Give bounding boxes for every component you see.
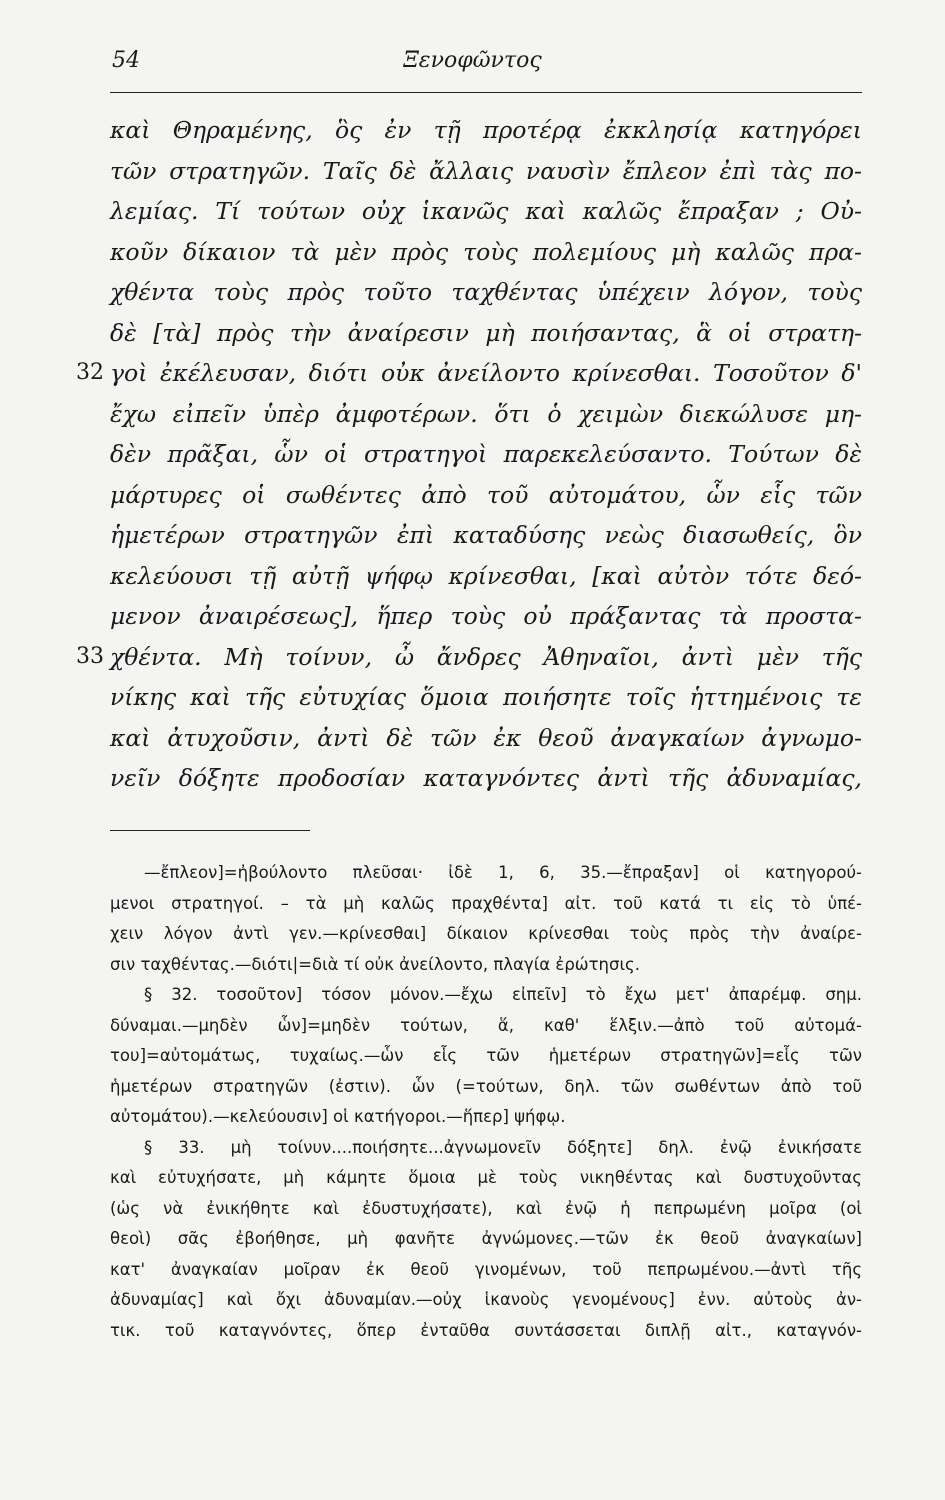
text-line (110, 758, 862, 798)
line-text: ἡμετέρων στρατηγῶν ἐπὶ καταδύσης νεὼς διασωθείς, ὃν (110, 521, 862, 549)
line-text: χθέντα. Μὴ τοίνυν, ὦ ἄνδρες Ἀθηναῖοι, ἀντὶ μὲν τῆς (110, 642, 862, 671)
footnote-line: § 33. μὴ τοίνυν....ποιήσητε...ἀγνωμονεῖν δόξητε] δηλ. ἐνῷ ἐνικήσατε (144, 1137, 862, 1157)
line-text: γοὶ ἐκέλευσαν, διότι οὐκ ἀνείλοντο κρίνεσθαι. Τοσοῦτον δ' (110, 359, 862, 387)
running-title: Ξενοφῶντος (403, 48, 542, 73)
line-text: μάρτυρες οἱ σωθέντες ἀπὸ τοῦ αὐτομάτου, ὧν εἷς τῶν (110, 480, 862, 509)
footnote-rule (110, 830, 310, 831)
footnote-line: θεοὶ) σᾶς ἐβοήθησε, μὴ φανῆτε ἀγνώμονες.—τῶν ἐκ θεοῦ ἀναγκαίων] (110, 1229, 862, 1248)
text-line (110, 515, 862, 555)
page-number: 54 (112, 48, 140, 73)
footnote-line: δύναμαι.—μηδὲν ὧν]=μηδὲν τούτων, ἅ, καθ' ἕλξιν.—ἀπὸ τοῦ αὐτομά- (110, 1015, 862, 1035)
text-line (110, 718, 862, 758)
footnote-line: χειν λόγον ἀντὶ γεν.—κρίνεσθαι] δίκαιον κρίνεσθαι τοὺς πρὸς τὴν ἀναίρε- (110, 924, 862, 943)
footnote-line: σιν ταχθέντας.—διότι|=διὰ τί οὐκ ἀνείλοντο, πλαγία ἐρώτησις. (110, 954, 640, 974)
text-line (110, 677, 862, 717)
header-rule (110, 92, 862, 93)
line-text: δὲν πρᾶξαι, ὧν οἱ στρατηγοὶ παρεκελεύσαντο. Τούτων δὲ (110, 440, 862, 468)
line-text: νίκης καὶ τῆς εὐτυχίας ὅμοια ποιήσητε τοῖς ἡττημένοις τε (110, 683, 862, 711)
line-text: τῶν στρατηγῶν. Ταῖς δὲ ἄλλαις ναυσὶν ἔπλεον ἐπὶ τὰς πο- (110, 156, 862, 185)
footnote-line: ἀδυναμίας] καὶ ὄχι ἀδυναμίαν.—οὐχ ἱκανοὺς γενομένους] ἐνν. αὐτοὺς ἀν- (110, 1290, 862, 1309)
text-line (110, 434, 862, 474)
text-line (110, 272, 862, 312)
line-text: δὲ [τὰ] πρὸς τὴν ἀναίρεσιν μὴ ποιήσαντας, ἃ οἱ στρατη- (110, 318, 862, 347)
footnote-line: τικ. τοῦ καταγνόντες, ὅπερ ἐνταῦθα συντάσσεται διπλῇ αἰτ., καταγνόν- (110, 1320, 862, 1340)
line-text: ἔχω εἰπεῖν ὑπὲρ ἀμφοτέρων. ὅτι ὁ χειμὼν διεκώλυσε μη- (110, 399, 862, 428)
text-line (76, 637, 862, 677)
footnote-line: του]=αὐτομάτως, τυχαίως.—ὧν εἷς τῶν ἡμετέρων στρατηγῶν]=εἷς τῶν (110, 1046, 862, 1065)
footnote-line: (ὡς νὰ ἐνικήθητε καὶ ἐδυστυχήσατε), καὶ ἐνῷ ἡ πεπρωμένη μοῖρα (οἱ (110, 1198, 862, 1218)
line-text: λεμίας. Τί τούτων οὐχ ἱκανῶς καὶ καλῶς ἔπραξαν ; Οὐ- (110, 197, 862, 225)
text-line (76, 353, 862, 393)
section-number: 33 (76, 643, 104, 669)
text-line (110, 556, 862, 596)
footnote-line: § 32. τοσοῦτον] τόσον μόνον.—ἔχω εἰπεῖν] τὸ ἔχω μετ' ἀπαρέμφ. σημ. (144, 985, 862, 1004)
footnote-line: κατ' ἀναγκαίαν μοῖραν ἐκ θεοῦ γινομένων, τοῦ πεπρωμένου.—ἀντὶ τῆς (110, 1259, 862, 1279)
line-text: νεῖν δόξητε προδοσίαν καταγνόντες ἀντὶ τῆς ἀδυναμίας, (110, 764, 862, 792)
line-text: καὶ Θηραμένης, ὃς ἐν τῇ προτέρᾳ ἐκκλησίᾳ κατηγόρει (110, 116, 862, 144)
text-line (110, 232, 862, 272)
text-line (110, 110, 862, 150)
section-number: 32 (76, 360, 104, 385)
footnote-line: —ἔπλεον]=ἠβούλοντο πλεῦσαι· ἰδὲ 1, 6, 35.—ἔπραξαν] οἱ κατηγορού- (144, 863, 862, 882)
line-text: χθέντα τοὺς πρὸς τοῦτο ταχθέντας ὑπέχειν λόγον, τοὺς (110, 278, 862, 306)
text-line (110, 191, 862, 231)
line-text: κελεύουσι τῇ αὐτῇ ψήφῳ κρίνεσθαι, [καὶ αὐτὸν τότε δεό- (110, 561, 862, 590)
text-line (110, 394, 862, 434)
footnote-line: μενοι στρατηγοί. – τὰ μὴ καλῶς πραχθέντα] αἰτ. τοῦ κατά τι εἰς τὸ ὑπέ- (110, 893, 862, 913)
text-line (110, 475, 862, 515)
line-text: καὶ ἀτυχοῦσιν, ἀντὶ δὲ τῶν ἐκ θεοῦ ἀναγκαίων ἀγνωμο- (110, 723, 862, 752)
text-line (110, 596, 862, 636)
footnote-line: αὐτομάτου).—κελεύουσιν] οἱ κατήγοροι.—ἥπερ] ψήφῳ. (110, 1107, 566, 1126)
line-text: κοῦν δίκαιον τὰ μὲν πρὸς τοὺς πολεμίους μὴ καλῶς πρα- (110, 237, 862, 266)
footnote-line: καὶ εὐτυχήσατε, μὴ κάμητε ὅμοια μὲ τοὺς νικηθέντας καὶ δυστυχοῦντας (110, 1168, 862, 1187)
footnote-line: ἡμετέρων στρατηγῶν (ἐστιν). ὧν (=τούτων, δηλ. τῶν σωθέντων ἀπὸ τοῦ (110, 1076, 862, 1096)
text-line (110, 151, 862, 191)
line-text: μενον ἀναιρέσεως], ἥπερ τοὺς οὐ πράξαντας τὰ προστα- (110, 602, 862, 630)
text-line (110, 313, 862, 353)
